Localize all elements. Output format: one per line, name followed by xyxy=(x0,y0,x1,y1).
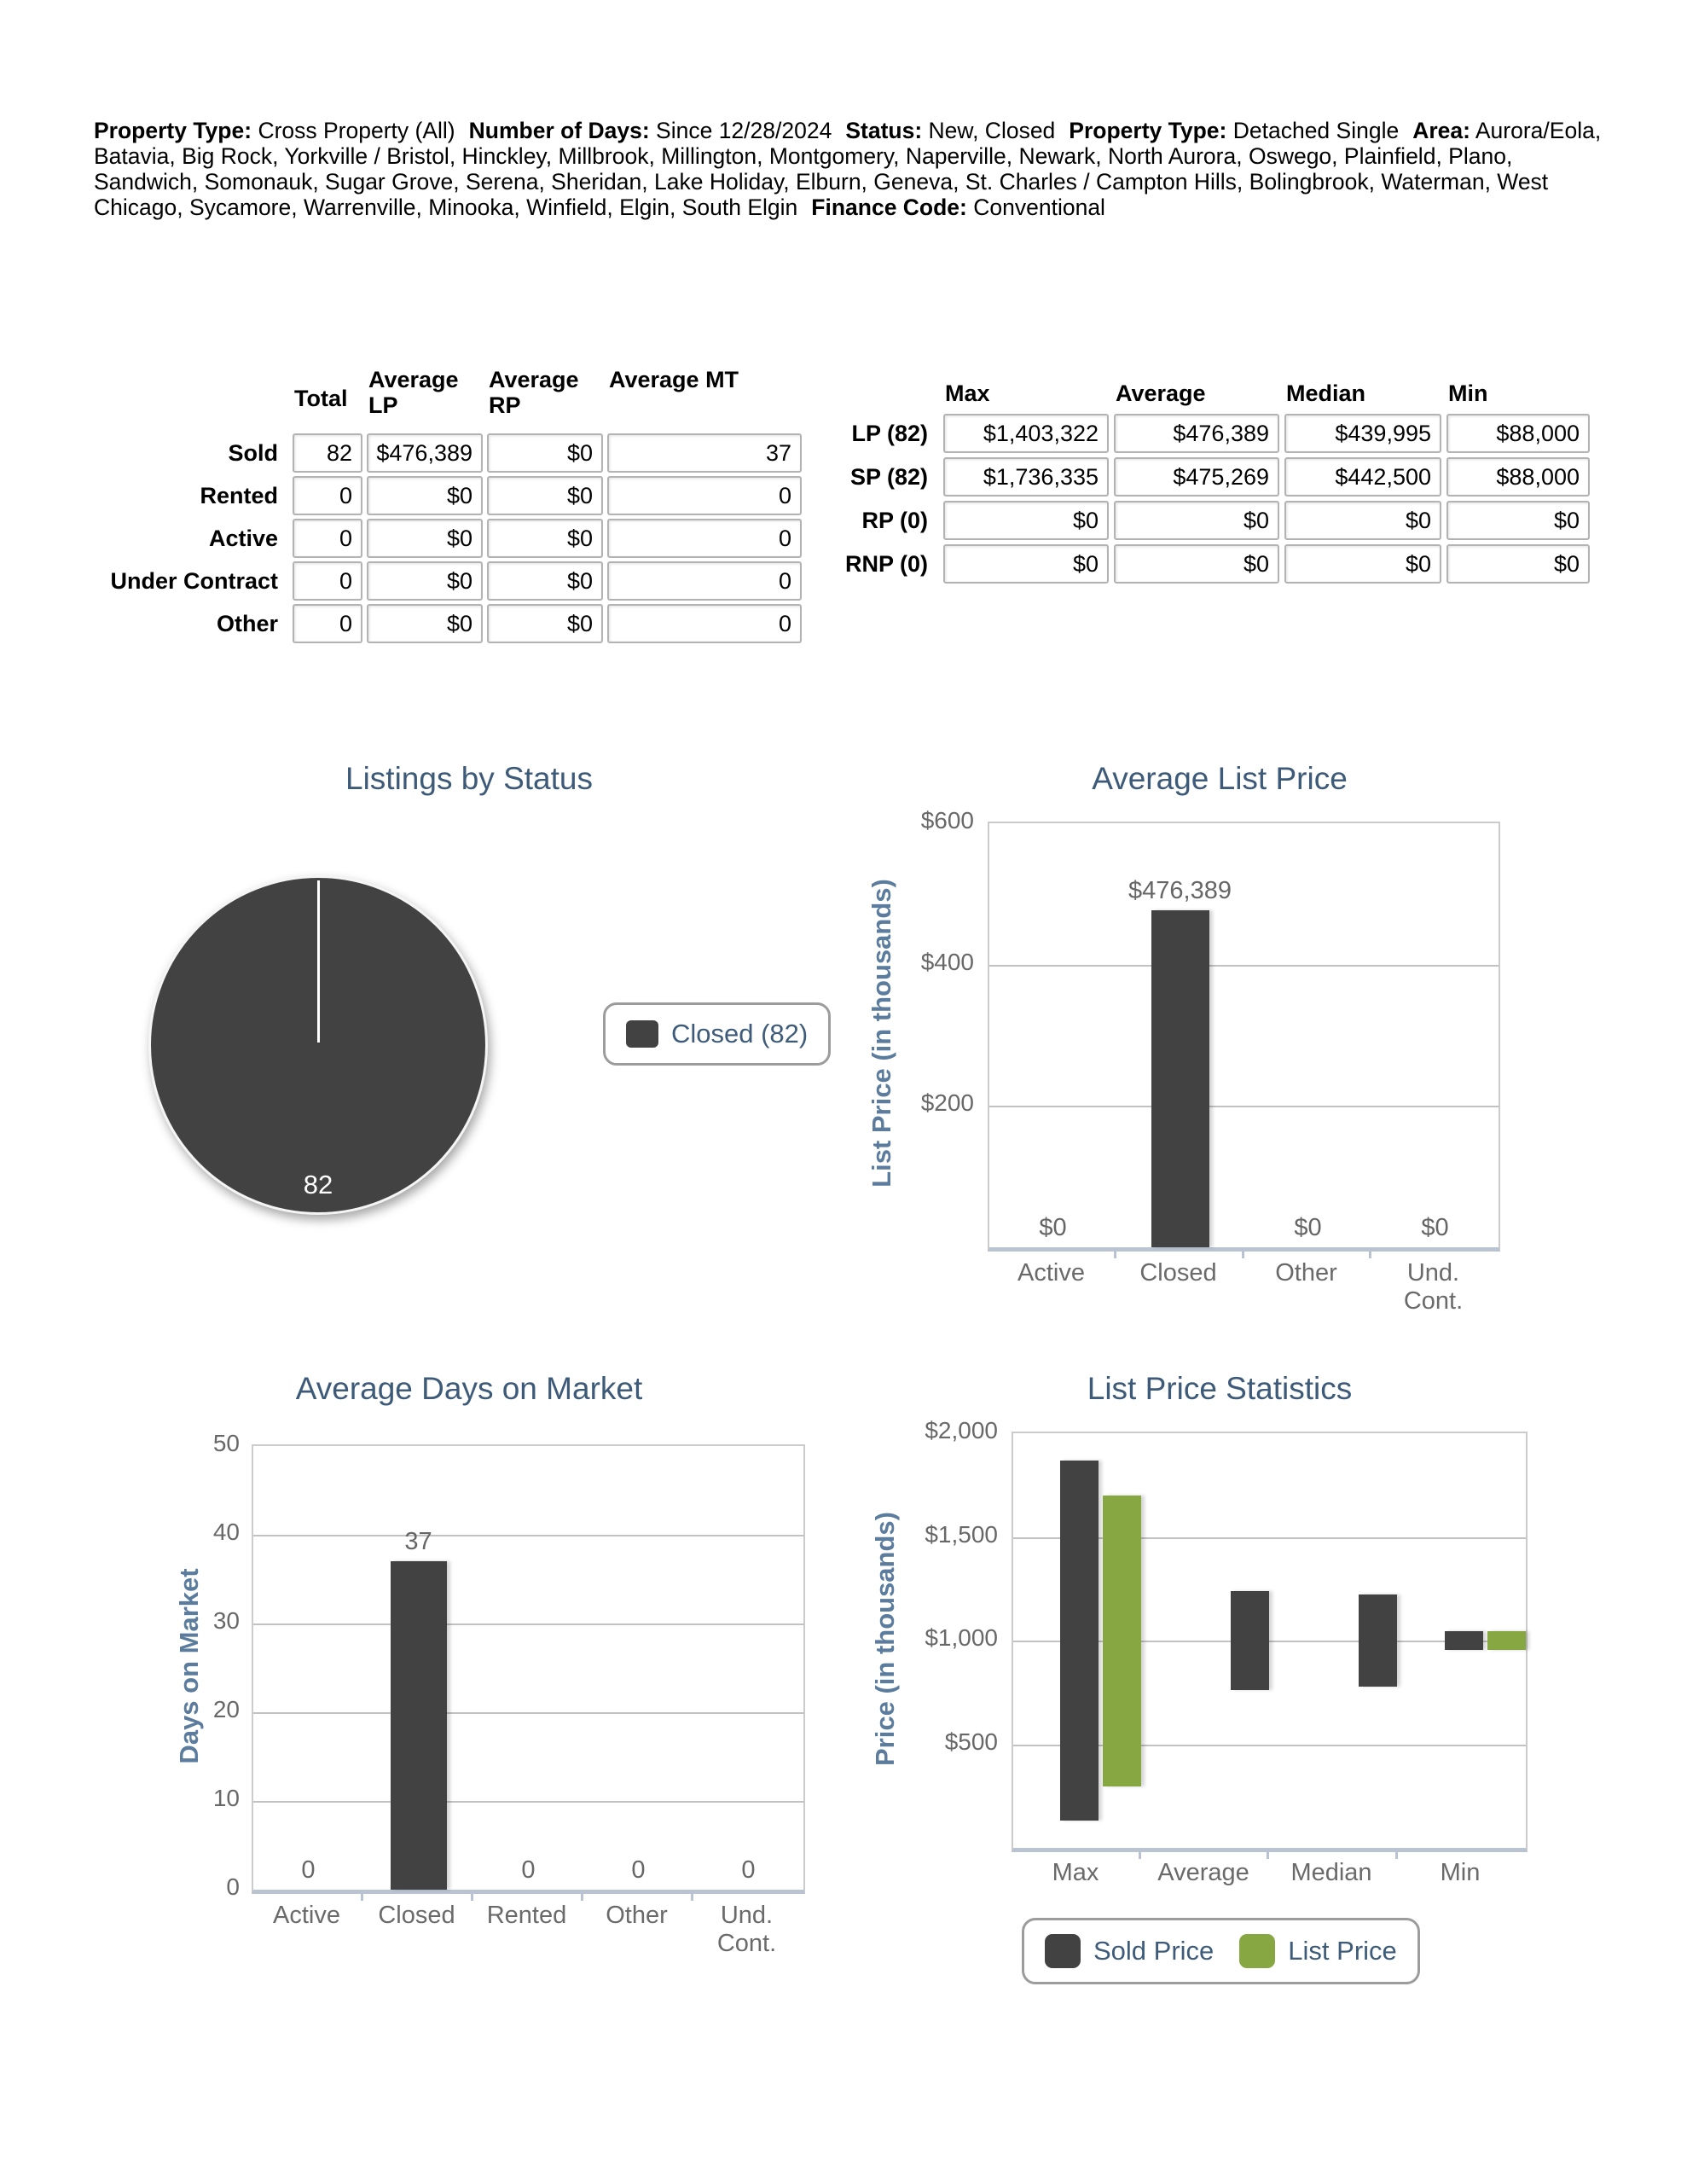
chart-title: Listings by Status xyxy=(345,761,593,796)
bar-value-label: $476,389 xyxy=(1128,877,1232,905)
category-label xyxy=(1370,1259,1497,1316)
cell-rp-median: $0 xyxy=(1284,501,1441,540)
y-axis-title: Price (in thousands) xyxy=(870,1512,900,1766)
legend-label-closed: Closed (82) xyxy=(671,1019,809,1048)
bar-value-label: 0 xyxy=(741,1856,756,1884)
cell-lp-max: $1,403,322 xyxy=(943,414,1109,453)
y-tick-label: $400 xyxy=(920,949,974,975)
cell-active-avg-rp: $0 xyxy=(487,519,603,558)
filter-label: Finance Code: xyxy=(811,195,967,220)
bar-value-label: $0 xyxy=(1039,1214,1067,1241)
cell-sold-total: 82 xyxy=(293,433,362,473)
filter-value: New, Closed xyxy=(928,118,1056,143)
category-label-text: Average xyxy=(1157,1859,1249,1886)
cell-sp-max: $1,736,335 xyxy=(943,457,1109,497)
status-summary-table xyxy=(92,367,802,643)
bar-list-price-min xyxy=(1487,1631,1526,1649)
bar-closed xyxy=(1151,910,1209,1247)
legend-swatch-closed xyxy=(626,1020,658,1048)
category-label xyxy=(1139,1859,1267,1887)
cell-sp-min: $88,000 xyxy=(1446,457,1590,497)
row-label-rented: Rented xyxy=(200,482,278,508)
x-axis-tick xyxy=(1114,1247,1116,1258)
bar-value-label: 0 xyxy=(521,1856,536,1884)
category-label xyxy=(692,1902,802,1958)
pie-slice-border xyxy=(317,880,320,1043)
x-axis-tick xyxy=(1267,1848,1269,1859)
bar-slot-und-cont xyxy=(1371,823,1499,1247)
category-label xyxy=(362,1902,472,1930)
legend-label-sold-price: Sold Price xyxy=(1093,1936,1215,1966)
y-tick-label: $500 xyxy=(944,1728,998,1755)
bar-slot-active xyxy=(253,1446,363,1890)
spacer-cell xyxy=(92,367,288,430)
filter-status xyxy=(845,118,1055,143)
category-label xyxy=(1012,1859,1139,1887)
bar-closed xyxy=(391,1561,447,1890)
category-label xyxy=(988,1259,1115,1287)
cell-active-avg-lp: $0 xyxy=(367,519,483,558)
plot-area xyxy=(252,1444,805,1894)
column-header-max: Max xyxy=(945,380,990,406)
row-label-sp: SP (82) xyxy=(849,463,928,490)
cell-rented-total: 0 xyxy=(293,476,362,515)
bar-slot-und-cont xyxy=(693,1446,803,1890)
bar-group-max xyxy=(1013,1433,1141,1848)
bar-chart-list-price-statistics xyxy=(844,1359,1595,2067)
filter-value: Detached Single xyxy=(1232,118,1400,143)
category-label xyxy=(1115,1259,1242,1287)
cell-lp-average: $476,389 xyxy=(1114,414,1279,453)
category-label xyxy=(1396,1859,1524,1887)
price-statistics-table xyxy=(820,374,1590,584)
column-header-median: Median xyxy=(1286,380,1366,406)
bar-chart-average-list-price xyxy=(844,749,1595,1346)
cell-sold-avg-mt: 37 xyxy=(607,433,802,473)
cell-other-avg-rp: $0 xyxy=(487,604,603,643)
y-tick-label: 30 xyxy=(212,1607,240,1634)
category-label xyxy=(472,1902,582,1930)
cell-sold-avg-lp: $476,389 xyxy=(367,433,483,473)
row-label-sold: Sold xyxy=(228,439,278,466)
legend-swatch-list-price xyxy=(1239,1934,1275,1968)
cell-sp-median: $442,500 xyxy=(1284,457,1441,497)
cell-under-contract-avg-rp: $0 xyxy=(487,561,603,601)
y-tick-label: $1,500 xyxy=(925,1521,998,1548)
row-label-active: Active xyxy=(208,525,278,551)
cell-rnp-max: $0 xyxy=(943,544,1109,584)
plot-area xyxy=(1012,1432,1528,1852)
cell-rented-avg-mt: 0 xyxy=(607,476,802,515)
filter-number-of-days xyxy=(469,118,832,143)
row-label-other: Other xyxy=(216,610,278,636)
y-tick-label: 20 xyxy=(212,1696,240,1722)
bar-group-median xyxy=(1269,1433,1397,1848)
y-tick-label: 40 xyxy=(212,1519,240,1545)
bar-chart-average-days-on-market xyxy=(94,1359,844,2024)
bar-slot-active xyxy=(989,823,1116,1247)
cell-under-contract-total: 0 xyxy=(293,561,362,601)
y-tick-label: $1,000 xyxy=(925,1624,998,1651)
x-axis-tick xyxy=(1395,1848,1398,1859)
filter-value: Cross Property (All) xyxy=(258,118,455,143)
row-label-rnp: RNP (0) xyxy=(844,550,928,577)
bar-sold-price-median xyxy=(1359,1594,1397,1687)
cell-rnp-average: $0 xyxy=(1114,544,1279,584)
bar-slot-other xyxy=(583,1446,693,1890)
category-label-text: Median xyxy=(1290,1859,1372,1886)
y-tick-label: $600 xyxy=(920,807,974,834)
spacer-cell xyxy=(820,374,938,410)
x-axis-tick xyxy=(1242,1247,1244,1258)
column-header-average-mt: Average MT xyxy=(609,367,739,392)
column-header-average: Average xyxy=(1116,380,1206,406)
filter-finance-code xyxy=(811,195,1105,220)
x-axis-tick xyxy=(471,1890,473,1901)
cell-rp-min: $0 xyxy=(1446,501,1590,540)
category-label-text: Und. Cont. xyxy=(716,1902,777,1957)
cell-sp-average: $475,269 xyxy=(1114,457,1279,497)
category-label xyxy=(582,1902,692,1930)
legend-swatch-sold-price xyxy=(1045,1934,1081,1968)
report-filter-summary xyxy=(94,118,1602,220)
y-tick-label: 0 xyxy=(226,1873,240,1900)
x-axis-tick xyxy=(361,1890,363,1901)
cell-sold-avg-rp: $0 xyxy=(487,433,603,473)
bar-value-label: $0 xyxy=(1421,1214,1449,1241)
filter-label: Area: xyxy=(1412,118,1470,143)
y-axis-title: Days on Market xyxy=(174,1568,204,1764)
y-tick-label: 10 xyxy=(212,1785,240,1811)
row-label-lp: LP (82) xyxy=(851,420,928,446)
category-label-text: Closed xyxy=(378,1902,455,1929)
category-label xyxy=(1267,1859,1395,1887)
pie xyxy=(148,875,488,1215)
category-label-text: Max xyxy=(1052,1859,1099,1886)
column-header-average-rp: Average RP xyxy=(489,367,579,418)
column-header-total: Total xyxy=(294,386,348,411)
plot-area xyxy=(988,822,1500,1252)
series-legend xyxy=(1022,1918,1420,1984)
filter-label: Property Type: xyxy=(94,118,252,143)
category-label-text: Min xyxy=(1440,1859,1481,1886)
bar-value-label: 0 xyxy=(301,1856,316,1884)
cell-under-contract-avg-lp: $0 xyxy=(367,561,483,601)
bar-value-label: $0 xyxy=(1294,1214,1322,1241)
filter-property-type xyxy=(94,118,455,143)
x-axis-tick xyxy=(581,1890,583,1901)
cell-active-avg-mt: 0 xyxy=(607,519,802,558)
category-label-text: Closed xyxy=(1139,1259,1217,1287)
bar-sold-price-min xyxy=(1445,1631,1483,1649)
bar-slot-closed xyxy=(1116,823,1244,1247)
chart-title: Average List Price xyxy=(1092,761,1348,796)
row-label-rp: RP (0) xyxy=(861,507,928,533)
bar-slot-rented xyxy=(473,1446,583,1890)
filter-label: Number of Days: xyxy=(468,118,650,143)
column-header-average-lp: Average LP xyxy=(368,367,459,418)
pie-legend xyxy=(603,1002,831,1066)
filter-value: Conventional xyxy=(973,195,1105,220)
filter-value: Since 12/28/2024 xyxy=(656,118,832,143)
bar-sold-price-average xyxy=(1231,1591,1269,1689)
category-label-text: Active xyxy=(273,1902,340,1929)
cell-other-total: 0 xyxy=(293,604,362,643)
bar-slot-other xyxy=(1244,823,1371,1247)
bar-sold-price-max xyxy=(1060,1461,1099,1821)
bar-value-label: 0 xyxy=(631,1856,646,1884)
cell-rented-avg-lp: $0 xyxy=(367,476,483,515)
y-tick-label: 50 xyxy=(212,1430,240,1456)
category-label-text: Rented xyxy=(486,1902,567,1929)
x-axis-tick xyxy=(1139,1848,1141,1859)
cell-other-avg-lp: $0 xyxy=(367,604,483,643)
category-label-text: Other xyxy=(1275,1259,1337,1287)
category-label-text: Active xyxy=(1017,1259,1085,1287)
cell-active-total: 0 xyxy=(293,519,362,558)
bar-list-price-max xyxy=(1103,1496,1141,1786)
bar-slot-closed xyxy=(363,1446,473,1890)
bar-group-average xyxy=(1141,1433,1269,1848)
cell-lp-median: $439,995 xyxy=(1284,414,1441,453)
category-label xyxy=(1243,1259,1370,1287)
row-label-under-contract: Under Contract xyxy=(110,567,278,594)
column-header-min: Min xyxy=(1448,380,1488,406)
y-axis-title: List Price (in thousands) xyxy=(867,879,896,1188)
chart-title: List Price Statistics xyxy=(1087,1371,1353,1406)
y-tick-label: $200 xyxy=(920,1089,974,1116)
chart-title: Average Days on Market xyxy=(295,1371,643,1406)
filter-property-type-2 xyxy=(1069,118,1399,143)
y-tick-label: $2,000 xyxy=(925,1417,998,1443)
cell-rp-max: $0 xyxy=(943,501,1109,540)
cell-rnp-min: $0 xyxy=(1446,544,1590,584)
category-label-text: Other xyxy=(606,1902,668,1929)
x-axis-tick xyxy=(691,1890,693,1901)
cell-rp-average: $0 xyxy=(1114,501,1279,540)
category-label xyxy=(252,1902,362,1930)
legend-label-list-price: List Price xyxy=(1288,1936,1397,1966)
cell-lp-min: $88,000 xyxy=(1446,414,1590,453)
cell-rented-avg-rp: $0 xyxy=(487,476,603,515)
filter-value: Aurora/Eola, Batavia, Big Rock, Yorkville / Bristol, Hinckley, Millbrook, Millington, Montgomery, Naperville, Newark, North Aurora, Oswego, Plainfield, Plano, Sandwich, Somonauk, Sugar Grove, Serena, Sheridan, Lake Holiday, Elburn, Geneva, St. Charles / Campton Hills, Bolingbrook, Waterman, West Chicago, Sycamore, Warrenville, Minooka, Winfield, Elgin, South Elgin xyxy=(94,118,1602,220)
cell-rnp-median: $0 xyxy=(1284,544,1441,584)
category-label-text: Und. Cont. xyxy=(1403,1259,1464,1315)
cell-under-contract-avg-mt: 0 xyxy=(607,561,802,601)
filter-label: Property Type: xyxy=(1069,118,1227,143)
x-axis-tick xyxy=(1369,1247,1371,1258)
cell-other-avg-mt: 0 xyxy=(607,604,802,643)
pie-slice-value-label: 82 xyxy=(303,1170,333,1199)
filter-label: Status: xyxy=(845,118,923,143)
pie-chart-listings-by-status xyxy=(94,749,844,1346)
bar-group-min xyxy=(1398,1433,1526,1848)
bar-value-label: 37 xyxy=(404,1528,432,1556)
